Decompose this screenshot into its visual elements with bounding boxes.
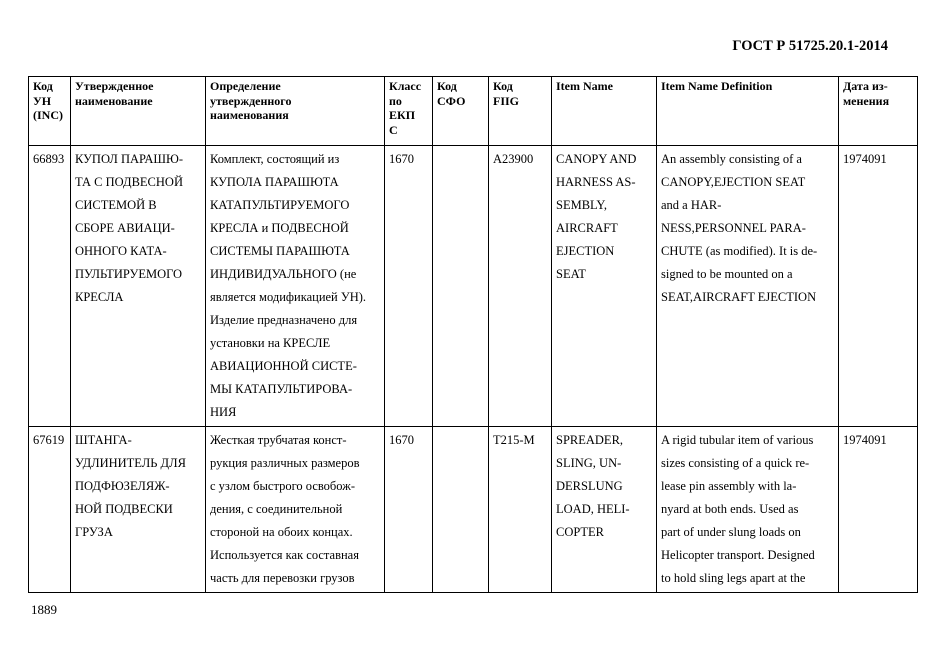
col-header-name: Утвержденное наименование — [71, 77, 206, 146]
cell-line: ГРУЗА — [75, 525, 113, 539]
cell-line: An assembly consisting of a — [661, 152, 802, 166]
cell-line: ОННОГО КАТА- — [75, 244, 167, 258]
cell-sfo — [433, 146, 489, 427]
cell-fiig: A23900 — [489, 146, 552, 427]
cell-line: КРЕСЛА и ПОДВЕСНОЙ — [210, 221, 349, 235]
cell-line: sizes consisting of a quick re- — [661, 456, 810, 470]
col-header-date: Дата из- менения — [839, 77, 918, 146]
cell-line: рукция различных размеров — [210, 456, 360, 470]
cell-line: НИЯ — [210, 405, 237, 419]
col-header-sfo: Код СФО — [433, 77, 489, 146]
page-number: 1889 — [31, 602, 57, 617]
cell-line: Жесткая трубчатая конст- — [210, 433, 347, 447]
cell-line: signed to be mounted on a — [661, 267, 793, 281]
cell-line: является модификацией УН). — [210, 290, 367, 304]
col-header-item-definition: Item Name Definition — [657, 77, 839, 146]
cell-fiig: T215-M — [489, 427, 552, 593]
cell-line: DERSLUNG — [556, 479, 623, 493]
cell-line: СБОРЕ АВИАЦИ- — [75, 221, 175, 235]
cell-item-name — [552, 146, 657, 427]
cell-change-date: 1974091 — [839, 146, 918, 427]
cell-line: and a HAR- — [661, 198, 722, 212]
cell-line: СИСТЕМЫ ПАРАШЮТА — [210, 244, 350, 258]
cell-approved-name — [71, 427, 206, 593]
cell-line: КУПОЛ ПАРАШЮ- — [75, 152, 184, 166]
cell-approved-name — [71, 146, 206, 427]
cell-line: СИСТЕМОЙ В — [75, 198, 157, 212]
cell-line: AIRCRAFT — [556, 221, 618, 235]
cell-line: SEAT — [556, 267, 586, 281]
cell-line: ИНДИВИДУАЛЬНОГО (не — [210, 267, 357, 281]
table-row — [29, 427, 918, 593]
col-header-class: Класс по ЕКП С — [385, 77, 433, 146]
cell-line: SLING, UN- — [556, 456, 622, 470]
col-header-item-name: Item Name — [552, 77, 657, 146]
cell-sfo — [433, 427, 489, 593]
cell-line: УДЛИНИТЕЛЬ ДЛЯ — [75, 456, 186, 470]
cell-definition — [206, 427, 385, 593]
cell-line: Комплект, состоящий из — [210, 152, 340, 166]
cell-class: 1670 — [385, 427, 433, 593]
cell-line: ПОДФЮЗЕЛЯЖ- — [75, 479, 170, 493]
cell-line: часть для перевозки грузов — [210, 571, 355, 585]
cell-line: NESS,PERSONNEL PARA- — [661, 221, 806, 235]
cell-line: SEAT,AIRCRAFT EJECTION — [661, 290, 817, 304]
cell-line: ШТАНГА- — [75, 433, 132, 447]
cell-line: COPTER — [556, 525, 604, 539]
cell-line: A rigid tubular item of various — [661, 433, 814, 447]
cell-line: ПУЛЬТИРУЕМОГО — [75, 267, 183, 281]
cell-line: SPREADER, — [556, 433, 624, 447]
cell-line: Используется как составная — [210, 548, 359, 562]
cell-line: LOAD, HELI- — [556, 502, 630, 516]
cell-line: ТА С ПОДВЕСНОЙ — [75, 175, 183, 189]
cell-line: с узлом быстрого освобож- — [210, 479, 356, 493]
cell-inc-code: 66893 — [29, 146, 71, 427]
cell-line: HARNESS AS- — [556, 175, 636, 189]
cell-line: Изделие предназначено для — [210, 313, 358, 327]
cell-line: НОЙ ПОДВЕСКИ — [75, 502, 173, 516]
cell-line: КУПОЛА ПАРАШЮТА — [210, 175, 339, 189]
col-header-inc: Код УН (INC) — [29, 77, 71, 146]
cell-line: стороной на обоих концах. — [210, 525, 353, 539]
cell-line: EJECTION — [556, 244, 615, 258]
table-row — [29, 146, 918, 427]
cell-item-definition — [657, 427, 839, 593]
cell-line: nyard at both ends. Used as — [661, 502, 799, 516]
cell-line: CHUTE (as modified). It is de- — [661, 244, 818, 258]
cell-line: МЫ КАТАПУЛЬТИРОВА- — [210, 382, 353, 396]
cell-line: Helicopter transport. Designed — [661, 548, 815, 562]
cell-class: 1670 — [385, 146, 433, 427]
cell-line: part of under slung loads on — [661, 525, 801, 539]
register-table — [28, 76, 918, 593]
header-row — [29, 77, 918, 146]
cell-line: SEMBLY, — [556, 198, 607, 212]
cell-line: lease pin assembly with la- — [661, 479, 797, 493]
cell-change-date: 1974091 — [839, 427, 918, 593]
col-header-definition: Определение утвержденного наименования — [206, 77, 385, 146]
cell-line: CANOPY,EJECTION SEAT — [661, 175, 806, 189]
cell-line: установки на КРЕСЛЕ — [210, 336, 331, 350]
col-header-fiig: Код FIIG — [489, 77, 552, 146]
cell-item-definition — [657, 146, 839, 427]
cell-line: КРЕСЛА — [75, 290, 124, 304]
cell-line: АВИАЦИОННОЙ СИСТЕ- — [210, 359, 357, 373]
cell-item-name — [552, 427, 657, 593]
cell-line: дения, с соединительной — [210, 502, 343, 516]
cell-definition — [206, 146, 385, 427]
cell-inc-code: 67619 — [29, 427, 71, 593]
cell-line: КАТАПУЛЬТИРУЕМОГО — [210, 198, 350, 212]
cell-line: to hold sling legs apart at the — [661, 571, 806, 585]
cell-line: CANOPY AND — [556, 152, 637, 166]
standard-header: ГОСТ Р 51725.20.1-2014 — [732, 38, 888, 54]
